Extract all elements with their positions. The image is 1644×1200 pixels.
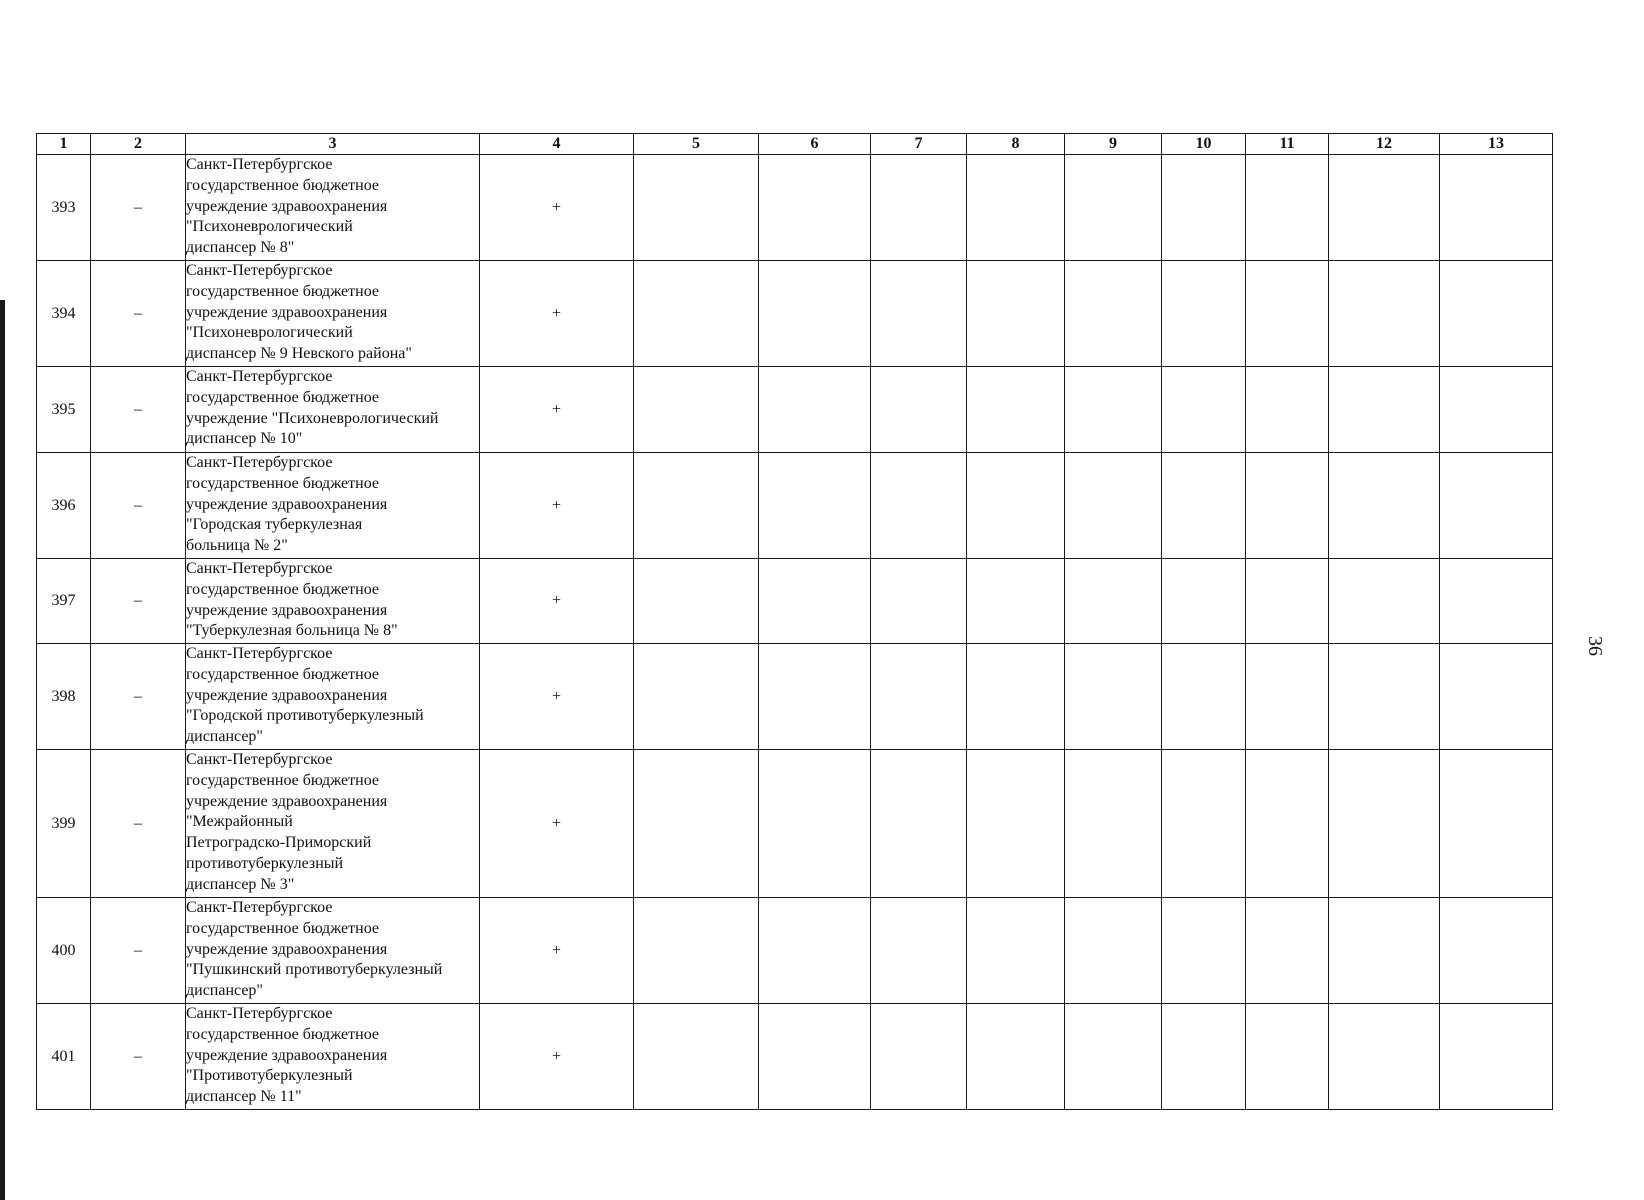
- row-dash: –: [91, 1004, 186, 1110]
- empty-cell: [1329, 155, 1440, 261]
- institution-name: Санкт-Петербургское государственное бюджетное учреждение здравоохранения "Городской противотуберкулезный диспансер": [186, 644, 480, 750]
- empty-cell: [1329, 261, 1440, 367]
- empty-cell: [1440, 367, 1553, 453]
- empty-cell: [1440, 453, 1553, 559]
- empty-cell: [1329, 898, 1440, 1004]
- column-header-9: 9: [1065, 134, 1162, 155]
- empty-cell: [871, 644, 967, 750]
- empty-cell: [1065, 644, 1162, 750]
- institution-name: Санкт-Петербургское государственное бюджетное учреждение "Психоневрологический диспансер № 10": [186, 367, 480, 453]
- empty-cell: [1440, 750, 1553, 898]
- empty-cell: [1065, 559, 1162, 644]
- plus-mark: +: [480, 1004, 634, 1110]
- empty-cell: [759, 261, 871, 367]
- row-number: 397: [37, 559, 91, 644]
- institution-name: Санкт-Петербургское государственное бюджетное учреждение здравоохранения "Межрайонный Петроградско-Приморский противотуберкулезный диспансер № 3": [186, 750, 480, 898]
- empty-cell: [967, 559, 1065, 644]
- empty-cell: [1246, 559, 1329, 644]
- empty-cell: [759, 453, 871, 559]
- empty-cell: [1246, 1004, 1329, 1110]
- empty-cell: [1329, 453, 1440, 559]
- institution-name: Санкт-Петербургское государственное бюджетное учреждение здравоохранения "Психоневрологический диспансер № 9 Невского района": [186, 261, 480, 367]
- empty-cell: [967, 644, 1065, 750]
- empty-cell: [967, 155, 1065, 261]
- empty-cell: [1162, 750, 1246, 898]
- row-dash: –: [91, 750, 186, 898]
- empty-cell: [634, 559, 759, 644]
- institution-name: Санкт-Петербургское государственное бюджетное учреждение здравоохранения "Городская туберкулезная больница № 2": [186, 453, 480, 559]
- empty-cell: [1065, 453, 1162, 559]
- empty-cell: [759, 155, 871, 261]
- empty-cell: [1162, 261, 1246, 367]
- empty-cell: [1329, 367, 1440, 453]
- empty-cell: [1246, 453, 1329, 559]
- empty-cell: [1065, 261, 1162, 367]
- row-number: 393: [37, 155, 91, 261]
- column-header-8: 8: [967, 134, 1065, 155]
- empty-cell: [967, 750, 1065, 898]
- empty-cell: [1162, 644, 1246, 750]
- institution-name: Санкт-Петербургское государственное бюджетное учреждение здравоохранения "Пушкинский противотуберкулезный диспансер": [186, 898, 480, 1004]
- table-row: [37, 453, 1553, 559]
- plus-mark: +: [480, 898, 634, 1004]
- empty-cell: [871, 367, 967, 453]
- header-row: [37, 134, 1553, 155]
- empty-cell: [634, 750, 759, 898]
- empty-cell: [1246, 750, 1329, 898]
- column-header-4: 4: [480, 134, 634, 155]
- empty-cell: [871, 750, 967, 898]
- plus-mark: +: [480, 155, 634, 261]
- empty-cell: [1162, 898, 1246, 1004]
- column-header-11: 11: [1246, 134, 1329, 155]
- table-row: [37, 750, 1553, 898]
- empty-cell: [634, 644, 759, 750]
- empty-cell: [759, 898, 871, 1004]
- empty-cell: [759, 750, 871, 898]
- row-number: 395: [37, 367, 91, 453]
- empty-cell: [1065, 750, 1162, 898]
- table-row: [37, 367, 1553, 453]
- column-header-1: 1: [37, 134, 91, 155]
- column-header-5: 5: [634, 134, 759, 155]
- empty-cell: [967, 261, 1065, 367]
- row-dash: –: [91, 155, 186, 261]
- empty-cell: [1329, 559, 1440, 644]
- row-dash: –: [91, 898, 186, 1004]
- row-dash: –: [91, 367, 186, 453]
- table-row: [37, 644, 1553, 750]
- table-row: [37, 1004, 1553, 1110]
- institution-name: Санкт-Петербургское государственное бюджетное учреждение здравоохранения "Противотуберкулезный диспансер № 11": [186, 1004, 480, 1110]
- empty-cell: [1246, 367, 1329, 453]
- empty-cell: [967, 898, 1065, 1004]
- empty-cell: [1440, 559, 1553, 644]
- row-number: 396: [37, 453, 91, 559]
- empty-cell: [634, 261, 759, 367]
- empty-cell: [1440, 261, 1553, 367]
- empty-cell: [634, 1004, 759, 1110]
- row-number: 398: [37, 644, 91, 750]
- empty-cell: [1162, 155, 1246, 261]
- empty-cell: [1246, 898, 1329, 1004]
- empty-cell: [1162, 367, 1246, 453]
- row-number: 401: [37, 1004, 91, 1110]
- empty-cell: [1246, 155, 1329, 261]
- empty-cell: [871, 155, 967, 261]
- empty-cell: [1329, 1004, 1440, 1110]
- table-row: [37, 261, 1553, 367]
- empty-cell: [634, 367, 759, 453]
- registry-table: [36, 133, 1553, 1110]
- column-header-6: 6: [759, 134, 871, 155]
- institution-name: Санкт-Петербургское государственное бюджетное учреждение здравоохранения "Туберкулезная больница № 8": [186, 559, 480, 644]
- empty-cell: [759, 559, 871, 644]
- empty-cell: [967, 367, 1065, 453]
- row-dash: –: [91, 644, 186, 750]
- empty-cell: [634, 898, 759, 1004]
- empty-cell: [1440, 1004, 1553, 1110]
- empty-cell: [1440, 155, 1553, 261]
- plus-mark: +: [480, 367, 634, 453]
- institution-name: Санкт-Петербургское государственное бюджетное учреждение здравоохранения "Психоневрологический диспансер № 8": [186, 155, 480, 261]
- column-header-7: 7: [871, 134, 967, 155]
- empty-cell: [634, 453, 759, 559]
- empty-cell: [1162, 453, 1246, 559]
- plus-mark: +: [480, 644, 634, 750]
- row-number: 400: [37, 898, 91, 1004]
- column-header-3: 3: [186, 134, 480, 155]
- table-row: [37, 155, 1553, 261]
- empty-cell: [967, 453, 1065, 559]
- empty-cell: [1329, 644, 1440, 750]
- page-number: 36: [1584, 636, 1606, 656]
- empty-cell: [1065, 1004, 1162, 1110]
- plus-mark: +: [480, 261, 634, 367]
- column-header-12: 12: [1329, 134, 1440, 155]
- empty-cell: [1440, 898, 1553, 1004]
- plus-mark: +: [480, 453, 634, 559]
- plus-mark: +: [480, 750, 634, 898]
- table-row: [37, 898, 1553, 1004]
- scan-left-edge: [0, 300, 5, 1200]
- column-header-10: 10: [1162, 134, 1246, 155]
- empty-cell: [1162, 1004, 1246, 1110]
- row-number: 399: [37, 750, 91, 898]
- column-header-13: 13: [1440, 134, 1553, 155]
- empty-cell: [871, 898, 967, 1004]
- empty-cell: [1329, 750, 1440, 898]
- empty-cell: [1162, 559, 1246, 644]
- table-row: [37, 559, 1553, 644]
- empty-cell: [1246, 644, 1329, 750]
- empty-cell: [871, 559, 967, 644]
- empty-cell: [967, 1004, 1065, 1110]
- column-header-2: 2: [91, 134, 186, 155]
- empty-cell: [871, 453, 967, 559]
- empty-cell: [759, 367, 871, 453]
- row-dash: –: [91, 453, 186, 559]
- empty-cell: [1065, 367, 1162, 453]
- empty-cell: [871, 1004, 967, 1110]
- empty-cell: [1065, 155, 1162, 261]
- empty-cell: [1246, 261, 1329, 367]
- empty-cell: [634, 155, 759, 261]
- row-number: 394: [37, 261, 91, 367]
- plus-mark: +: [480, 559, 634, 644]
- empty-cell: [871, 261, 967, 367]
- row-dash: –: [91, 559, 186, 644]
- empty-cell: [759, 644, 871, 750]
- empty-cell: [759, 1004, 871, 1110]
- empty-cell: [1440, 644, 1553, 750]
- empty-cell: [1065, 898, 1162, 1004]
- row-dash: –: [91, 261, 186, 367]
